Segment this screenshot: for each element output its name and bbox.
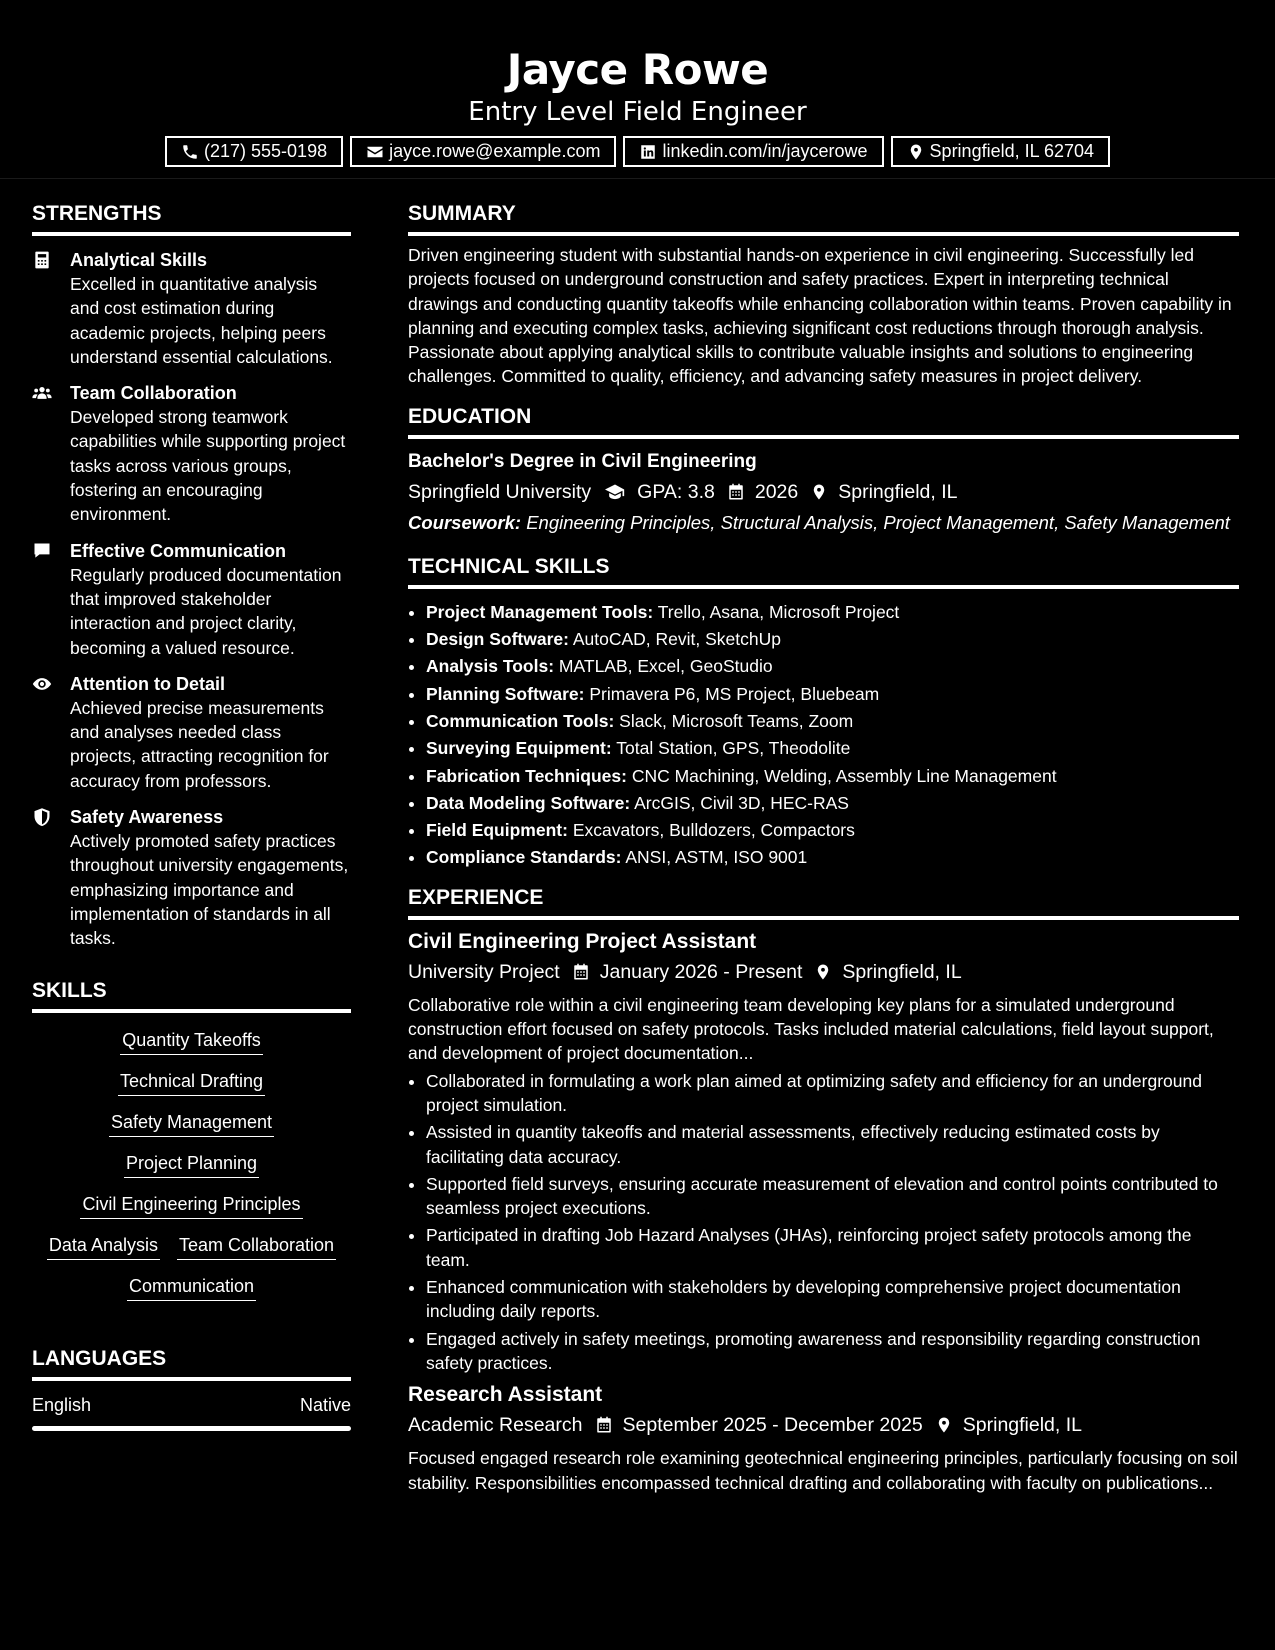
list-item — [426, 844, 1239, 871]
skill-tag[interactable]: Civil Engineering Principles — [80, 1193, 302, 1219]
list-item — [426, 626, 1239, 653]
job-description: Focused engaged research role examining geotechnical engineering principles, particularly focusing on soil stability. Responsibilities encompassed technical drafting and collaborating with faculty on publications... — [408, 1448, 1238, 1493]
tech-label: Project Management Tools: — [426, 601, 654, 622]
tech-value: CNC Machining, Welding, Assembly Line Management — [631, 765, 1057, 786]
list-item — [426, 681, 1239, 708]
calendar-icon — [715, 483, 755, 501]
tech-value: MATLAB, Excel, GeoStudio — [558, 656, 773, 677]
job-entry — [408, 1381, 1239, 1495]
map-pin-icon — [798, 483, 838, 501]
skills-heading: SKILLS — [32, 977, 351, 1013]
list-item — [426, 599, 1239, 626]
candidate-title: Entry Level Field Engineer — [468, 97, 807, 127]
email-text: jayce.rowe@example.com — [389, 141, 601, 161]
strength-item — [32, 672, 351, 793]
strengths-heading: STRENGTHS — [32, 200, 351, 236]
tech-value: ANSI, ASTM, ISO 9001 — [625, 847, 808, 868]
list-item: • Supported field surveys, ensuring accurate measurement of elevation and control points contributed to seamless project executions. — [426, 1172, 1239, 1221]
tech-value: ArcGIS, Civil 3D, HEC-RAS — [634, 792, 849, 813]
language-name: English — [32, 1394, 92, 1415]
calendar-icon — [583, 1416, 623, 1434]
candidate-name: Jayce Rowe — [506, 45, 769, 94]
job-meta — [408, 959, 1239, 985]
tech-label: Compliance Standards: — [426, 847, 622, 868]
skill-tag[interactable]: Technical Drafting — [118, 1070, 265, 1096]
tech-value: Trello, Asana, Microsoft Project — [657, 601, 900, 622]
phone-contact[interactable] — [165, 136, 343, 167]
job-bullets — [408, 1069, 1239, 1376]
list-item: • Collaborated in formulating a work plan aimed at optimizing safety and efficiency for an underground project simulation. — [426, 1069, 1239, 1118]
right-column — [408, 178, 1239, 1495]
list-item — [426, 653, 1239, 680]
strength-title: Attention to Detail — [70, 673, 225, 694]
strength-item — [32, 248, 351, 369]
location-contact[interactable] — [891, 136, 1110, 167]
coursework-label: Coursework: — [408, 511, 522, 533]
job-location: Springfield, IL — [962, 1414, 1083, 1437]
envelope-icon — [366, 143, 384, 161]
tech-value: Primavera P6, MS Project, Bluebeam — [589, 683, 880, 704]
tech-value: Slack, Microsoft Teams, Zoom — [619, 710, 854, 731]
strength-item — [32, 381, 351, 526]
list-item: • Enhanced communication with stakeholders by developing comprehensive project documentation including daily reports. — [426, 1275, 1239, 1324]
language-level: Native — [299, 1394, 351, 1415]
school-name: Springfield University — [408, 480, 592, 503]
location-text: Springfield, IL 62704 — [929, 141, 1094, 161]
strength-title: Team Collaboration — [70, 383, 237, 404]
map-pin-icon — [907, 143, 925, 161]
strength-desc: Actively promoted safety practices throughout university engagements, emphasizing importance and implementation of standards in all tasks. — [70, 831, 349, 949]
coursework-list: Engineering Principles, Structural Analysis, Project Management, Safety Management — [526, 511, 1230, 533]
eye-icon — [32, 674, 70, 694]
strength-title: Safety Awareness — [70, 807, 224, 828]
education-heading: EDUCATION — [408, 403, 1239, 439]
list-item — [426, 790, 1239, 817]
strength-desc: Regularly produced documentation that improved stakeholder interaction and project clarity, becoming a valued resource. — [70, 564, 342, 658]
email-contact[interactable] — [350, 136, 616, 167]
job-location: Springfield, IL — [842, 960, 962, 983]
skill-tag[interactable]: Quantity Takeoffs — [120, 1029, 262, 1055]
job-org: Academic Research — [408, 1414, 583, 1437]
languages-heading: LANGUAGES — [32, 1345, 351, 1381]
list-item — [426, 708, 1239, 735]
job-entry — [408, 928, 1239, 1375]
skill-tag[interactable]: Data Analysis — [47, 1234, 160, 1260]
tech-label: Design Software: — [426, 629, 569, 650]
skill-tag[interactable]: Project Planning — [124, 1152, 259, 1178]
language-item — [32, 1395, 351, 1416]
job-title: Civil Engineering Project Assistant — [408, 929, 757, 953]
tech-label: Communication Tools: — [426, 710, 615, 731]
comment-icon — [32, 541, 70, 561]
map-pin-icon — [802, 963, 842, 981]
job-org: University Project — [408, 960, 560, 983]
tech-value: Excavators, Bulldozers, Compactors — [572, 820, 855, 841]
resume-header — [0, 0, 1275, 179]
calculator-icon — [32, 250, 70, 270]
list-item — [426, 735, 1239, 762]
school-location: Springfield, IL — [838, 480, 958, 503]
summary-heading: SUMMARY — [408, 200, 1239, 236]
experience-heading: EXPERIENCE — [408, 884, 1239, 920]
users-icon — [32, 383, 70, 403]
tech-value: Total Station, GPS, Theodolite — [616, 738, 851, 759]
map-pin-icon — [923, 1416, 963, 1434]
skills-list — [32, 1013, 351, 1301]
coursework — [408, 511, 1239, 535]
linkedin-text: linkedin.com/in/jaycerowe — [662, 141, 868, 161]
linkedin-icon — [639, 143, 657, 161]
strength-desc: Achieved precise measurements and analyses needed class projects, attracting recognition for accuracy from professors. — [70, 697, 329, 791]
tech-value: AutoCAD, Revit, SketchUp — [572, 629, 781, 650]
list-item: • Assisted in quantity takeoffs and material assessments, effectively reducing estimated costs by facilitating data accuracy. — [426, 1120, 1239, 1169]
strength-desc: Excelled in quantitative analysis and cost estimation during academic projects, helping peers understand essential calculations. — [70, 274, 333, 367]
strength-desc: Developed strong teamwork capabilities while supporting project tasks across various groups, fostering an encouraging environment. — [70, 407, 346, 525]
technical-skills-heading: TECHNICAL SKILLS — [408, 553, 1239, 589]
skill-tag[interactable]: Communication — [127, 1275, 256, 1301]
list-item — [426, 763, 1239, 790]
job-dates: September 2025 - December 2025 — [622, 1414, 923, 1437]
graduation-cap-icon — [591, 482, 637, 502]
skill-tag[interactable]: Safety Management — [109, 1111, 274, 1137]
summary-text: Driven engineering student with substantial hands-on experience in civil engineering. Successfully led projects focused on underground construction and safety practices. Expert in interpreting technical drawings and conducting quantity takeoffs while enhancing collaboration within teams. Proven capability in planning and executing complex tasks, achieving significant cost reductions through thorough analysis. Passionate about applying analytical skills to contribute valuable insights and solutions to engineering challenges. Committed to quality, efficiency, and advancing safety measures in project delivery. — [408, 245, 1232, 387]
tech-label: Surveying Equipment: — [426, 738, 612, 759]
tech-label: Fabrication Techniques: — [426, 765, 627, 786]
graduation-year: 2026 — [754, 480, 799, 503]
strength-title: Analytical Skills — [70, 250, 208, 270]
gpa-text: GPA: 3.8 — [637, 480, 715, 503]
calendar-icon — [560, 963, 600, 981]
phone-icon — [181, 143, 199, 161]
job-meta — [408, 1412, 1239, 1438]
linkedin-contact[interactable] — [623, 136, 883, 167]
language-proficiency-bar — [32, 1426, 351, 1431]
left-column — [32, 178, 351, 1431]
phone-text: (217) 555-0198 — [204, 141, 328, 161]
list-item — [426, 817, 1239, 844]
strength-item — [32, 805, 351, 950]
contact-bar — [0, 136, 1275, 167]
list-item: • Participated in drafting Job Hazard Analyses (JHAs), reinforcing project safety protocols among the team. — [426, 1223, 1239, 1272]
job-dates: January 2026 - Present — [599, 960, 803, 983]
tech-label: Analysis Tools: — [426, 656, 555, 677]
job-description: Collaborative role within a civil engineering team developing key plans for a simulated underground construction effort focused on safety protocols. Tasks included material calculations, field layout support, and development of project documentation... — [408, 994, 1214, 1064]
education-meta — [408, 479, 1239, 505]
degree-title: Bachelor's Degree in Civil Engineering — [408, 450, 757, 472]
tech-label: Planning Software: — [426, 683, 585, 704]
skill-tag[interactable]: Team Collaboration — [177, 1234, 336, 1260]
tech-label: Field Equipment: — [426, 820, 568, 841]
job-title: Research Assistant — [408, 1383, 603, 1407]
strength-title: Effective Communication — [70, 540, 287, 561]
technical-skills-list — [408, 599, 1239, 872]
strength-item — [32, 539, 351, 660]
tech-label: Data Modeling Software: — [426, 792, 631, 813]
list-item: • Engaged actively in safety meetings, promoting awareness and responsibility regarding construction safety practices. — [426, 1327, 1239, 1376]
shield-icon — [32, 807, 70, 827]
